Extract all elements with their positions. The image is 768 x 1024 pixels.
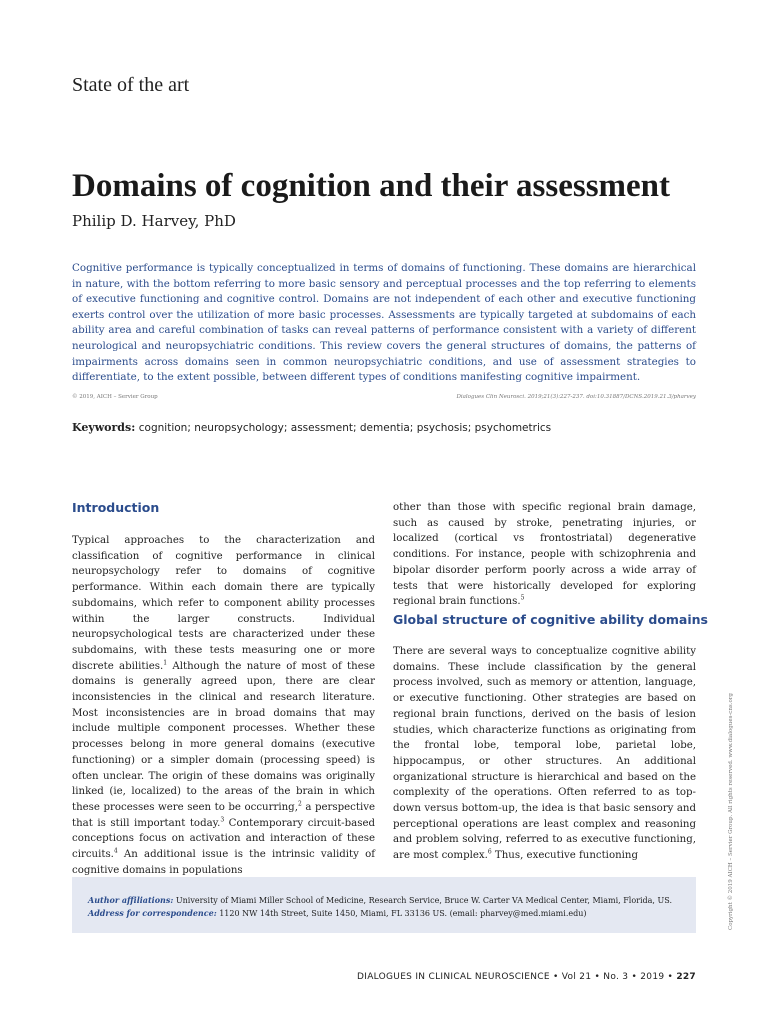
continuation-paragraph (393, 500, 696, 610)
issue: No. 3 (603, 972, 629, 982)
intro-text-1: Typical approaches to the characterization and classification of cognitive performance in clinical neuropsychology refer to domains of cognitive performance. Within each domain there are typically subdomains, which refer to component ability processes within the larger constructs. Individual neuropsychological tests are characterized under these subdomains, with these tests measuring one or more discrete abilities. (72, 535, 375, 672)
intro-text-5: An additional issue is the intrinsic validity of cognitive domains in populations (72, 849, 375, 876)
volume: Vol 21 (561, 972, 592, 982)
separator: • (664, 972, 677, 982)
keywords (72, 421, 696, 434)
page-footer (357, 972, 696, 982)
reference-6: 6 (487, 848, 492, 856)
intro-text-3: a perspective that is still important today. (72, 801, 376, 829)
abstract: Cognitive performance is typically conceptualized in terms of domains of functioning. These domains are hierarchical in nature, with the bottom referring to more basic sensory and perceptual processes and the top referring to elements of executive functioning and cognitive control. Domains are not independent of each other and executive functioning exerts control over the utilization of more basic processes. Assessments are typically targeted at subdomains of each ability area and careful combination of tasks can reveal patterns of performance consistent with a variety of different neurological and neuropsychiatric conditions. This review covers the general structures of domains, the patterns of impairments across domains seen in common neuropsychiatric conditions, and use of assessment strategies to differentiate, to the extent possible, between different types of conditions manifesting cognitive impairment. (72, 262, 696, 384)
intro-text-4: Contemporary circuit-based conceptions focus on activation and interaction of these circuits. (72, 817, 375, 861)
reference-4: 4 (113, 847, 118, 855)
introduction-body (72, 533, 375, 878)
introduction-continuation (393, 500, 696, 610)
reference-3: 3 (220, 816, 225, 824)
continuation-text: other than those with specific regional brain damage, such as caused by stroke, penetrating injuries, or localized (cortical vs frontostriatal) degenerative conditions. For instance, people with schizophrenia and bipolar disorder perform poorly across a wide array of tests that were historically developed for exploring regional brain functions. (393, 502, 696, 608)
meta-line (72, 394, 696, 400)
separator: • (628, 972, 641, 982)
keywords-text: cognition; neuropsychology; assessment; dementia; psychosis; psychometrics (138, 422, 552, 434)
global-paragraph (393, 644, 696, 864)
address-label: Address for correspondence: (88, 908, 217, 918)
global-text-2: Thus, executive functioning (491, 850, 638, 862)
journal-name: DIALOGUES IN CLINICAL NEUROSCIENCE (357, 972, 550, 982)
separator: • (549, 972, 562, 982)
address-text: 1120 NW 14th Street, Suite 1450, Miami, FL 33136 US. (email: pharvey@med.miami.edu) (216, 909, 587, 918)
affiliations-text: University of Miami Miller School of Medicine, Research Service, Bruce W. Carter VA Medical Center, Miami, Florida, US. (173, 896, 672, 905)
global-structure-body (393, 644, 696, 864)
reference-1: 1 (163, 659, 168, 667)
author-name: Philip D. Harvey, PhD (72, 212, 236, 230)
introduction-paragraph (72, 533, 375, 878)
global-text-1: There are several ways to conceptualize cognitive ability domains. These include classification by the general process involved, such as memory or attention, language, or executive functioning. Other strategies are based on regional brain functions, derived on the basis of lesion studies, which characterize functions as originating from the frontal lobe, temporal lobe, parietal lobe, hippocampus, or other structures. An additional organizational structure is hierarchical and based on the complexity of the operations. Often referred to as top-down versus bottom-up, the idea is that basic sensory and perceptional operations are least complex and reasoning and problem solving, referred to as executive functioning, are most complex. (393, 646, 696, 862)
introduction-heading: Introduction (72, 500, 160, 515)
reference-2: 2 (297, 800, 302, 808)
separator: • (591, 972, 604, 982)
intro-text-2: Although the nature of most of these domains is generally agreed upon, there are clear inconsistencies in the clinical and research literature. Most inconsistencies are in broad domains that may include multiple component processes. Whether these processes belong in more general domains (executive functioning) or a simpler domain (processing speed) is often unclear. The origin of these domains was originally linked (ie, localized) to the areas of the brain in which these processes were seen to be occurring, (72, 660, 375, 813)
author-affiliations-box (72, 877, 696, 933)
global-structure-heading: Global structure of cognitive ability domains (393, 612, 708, 627)
keywords-label: Keywords: (72, 421, 136, 434)
year: 2019 (640, 972, 665, 982)
article-title: Domains of cognition and their assessment (72, 168, 671, 204)
reference-5: 5 (520, 594, 525, 602)
page-number: 227 (676, 972, 696, 982)
copyright-notice: © 2019, AICH – Servier Group (72, 394, 158, 400)
side-copyright: Copyright © 2019 AICH – Servier Group. All rights reserved. www.dialogues-cns.org (728, 693, 734, 930)
affiliations-label: Author affiliations: (88, 895, 174, 905)
citation: Dialogues Clin Neurosci. 2019;21(3):227-237. doi:10.31887/DCNS.2019.21.3/pharvey (456, 394, 696, 400)
section-label: State of the art (72, 74, 190, 96)
